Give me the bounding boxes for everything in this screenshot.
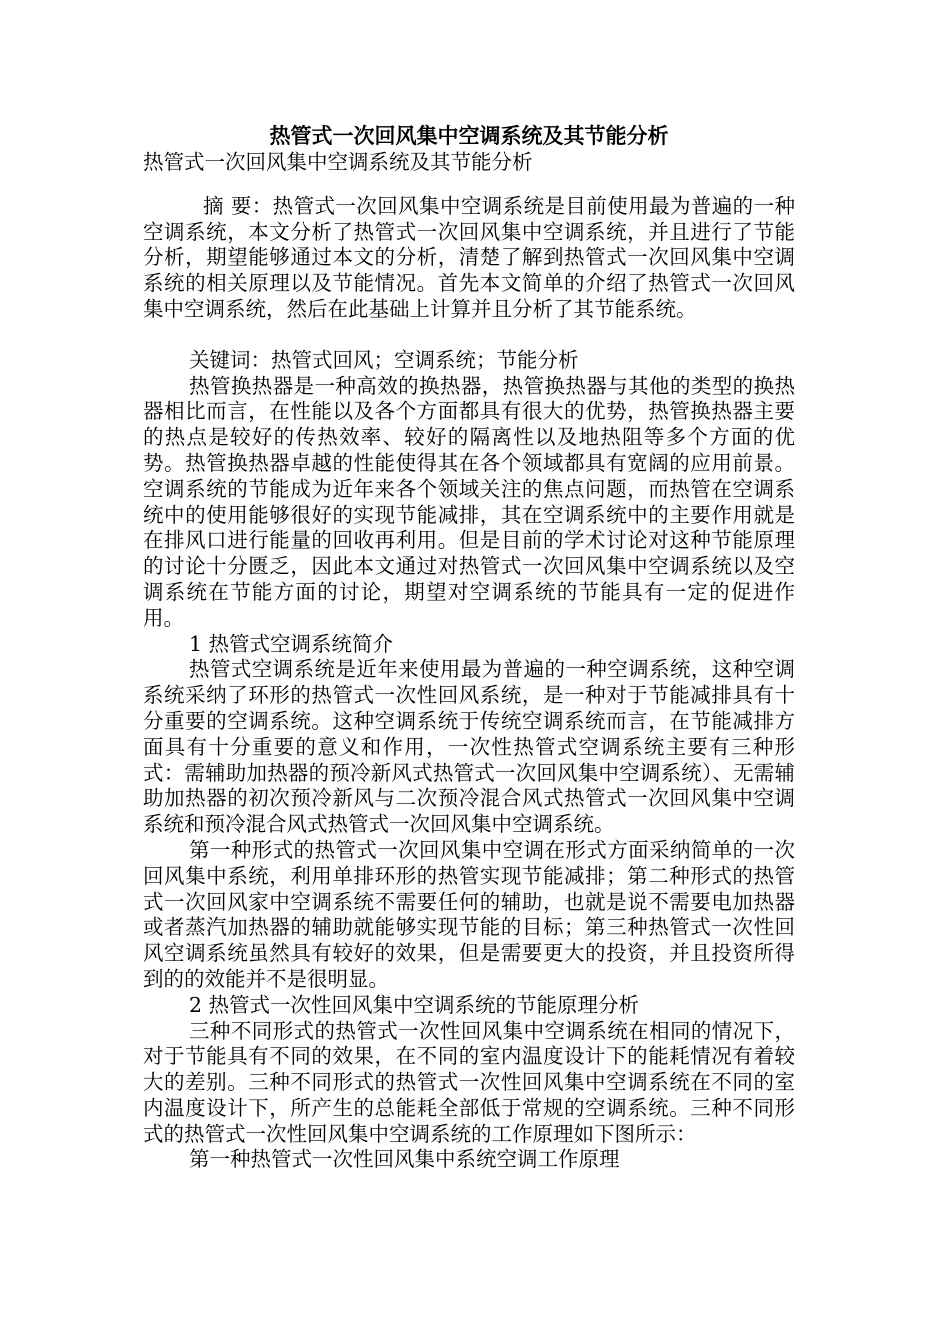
section1-heading: 1 热管式空调系统简介 [189,631,394,656]
document-title: 热管式一次回风集中空调系统及其节能分析 [269,124,669,148]
section1-paragraph-1: 热管式空调系统是近年来使用最为普遍的一种空调系统，这种空调系统采纳了环形的热管式一次性回风系统，是一种对于节能减排具有十分重要的空调系统。这种空调系统于传统空调系统而言，在节能减排方面具有十分重要的意义和作用，一次性热管式空调系统主要有三种形式：需辅助加热器的预冷新风式热管式一次回风集中空调系统）、无需辅助加热器的初次预冷新风与二次预冷混合风式热管式一次回风集中空调系统和预冷混合风式热管式一次回风集中空调系统。 [143,657,795,837]
figure-caption: 第一种热管式一次性回风集中系统空调工作原理 [189,1147,620,1172]
abstract-paragraph: 摘 要：热管式一次回风集中空调系统是目前使用最为普遍的一种空调系统，本文分析了热管式一次回风集中空调系统，并且进行了节能分析，期望能够通过本文的分析，清楚了解到热管式一次回风集中空调系统的相关原理以及节能情况。首先本文简单的介绍了热管式一次回风集中空调系统，然后在此基础上计算并且分析了其节能系统。 [143,193,795,321]
document-page [143,122,795,1173]
intro-paragraph: 热管换热器是一种高效的换热器，热管换热器与其他的类型的换热器相比而言，在性能以及各个方面都具有很大的优势，热管换热器主要的热点是较好的传热效率、较好的隔离性以及地热阻等多个方面的优势。热管换热器卓越的性能使得其在各个领域都具有宽阔的应用前景。空调系统的节能成为近年来各个领域关注的焦点问题，而热管在空调系统中的使用能够很好的实现节能减排，其在空调系统中的主要作用就是在排风口进行能量的回收再利用。但是目前的学术讨论对这种节能原理的讨论十分匮乏，因此本文通过对热管式一次回风集中空调系统以及空调系统在节能方面的讨论，期望对空调系统的节能具有一定的促进作用。 [143,373,795,630]
keywords-line: 关键词：热管式回风；空调系统；节能分析 [189,347,579,372]
section2-heading: 2 热管式一次性回风集中空调系统的节能原理分析 [189,992,640,1017]
document-subtitle: 热管式一次回风集中空调系统及其节能分析 [143,150,533,174]
section1-paragraph-2: 第一种形式的热管式一次回风集中空调在形式方面采纳简单的一次回风集中系统，利用单排环形的热管实现节能减排；第二种形式的热管式一次回风家中空调系统不需要任何的辅助，也就是说不需要电加热器或者蒸汽加热器的辅助就能够实现节能的目标；第三种热管式一次性回风空调系统虽然具有较好的效果，但是需要更大的投资，并且投资所得到的的效能并不是很明显。 [143,837,795,991]
section2-paragraph-1: 三种不同形式的热管式一次性回风集中空调系统在相同的情况下，对于节能具有不同的效果，在不同的室内温度设计下的能耗情况有着较大的差别。三种不同形式的热管式一次性回风集中空调系统在不同的室内温度设计下，所产生的总能耗全部低于常规的空调系统。三种不同形式的热管式一次性回风集中空调系统的工作原理如下图所示： [143,1018,795,1146]
